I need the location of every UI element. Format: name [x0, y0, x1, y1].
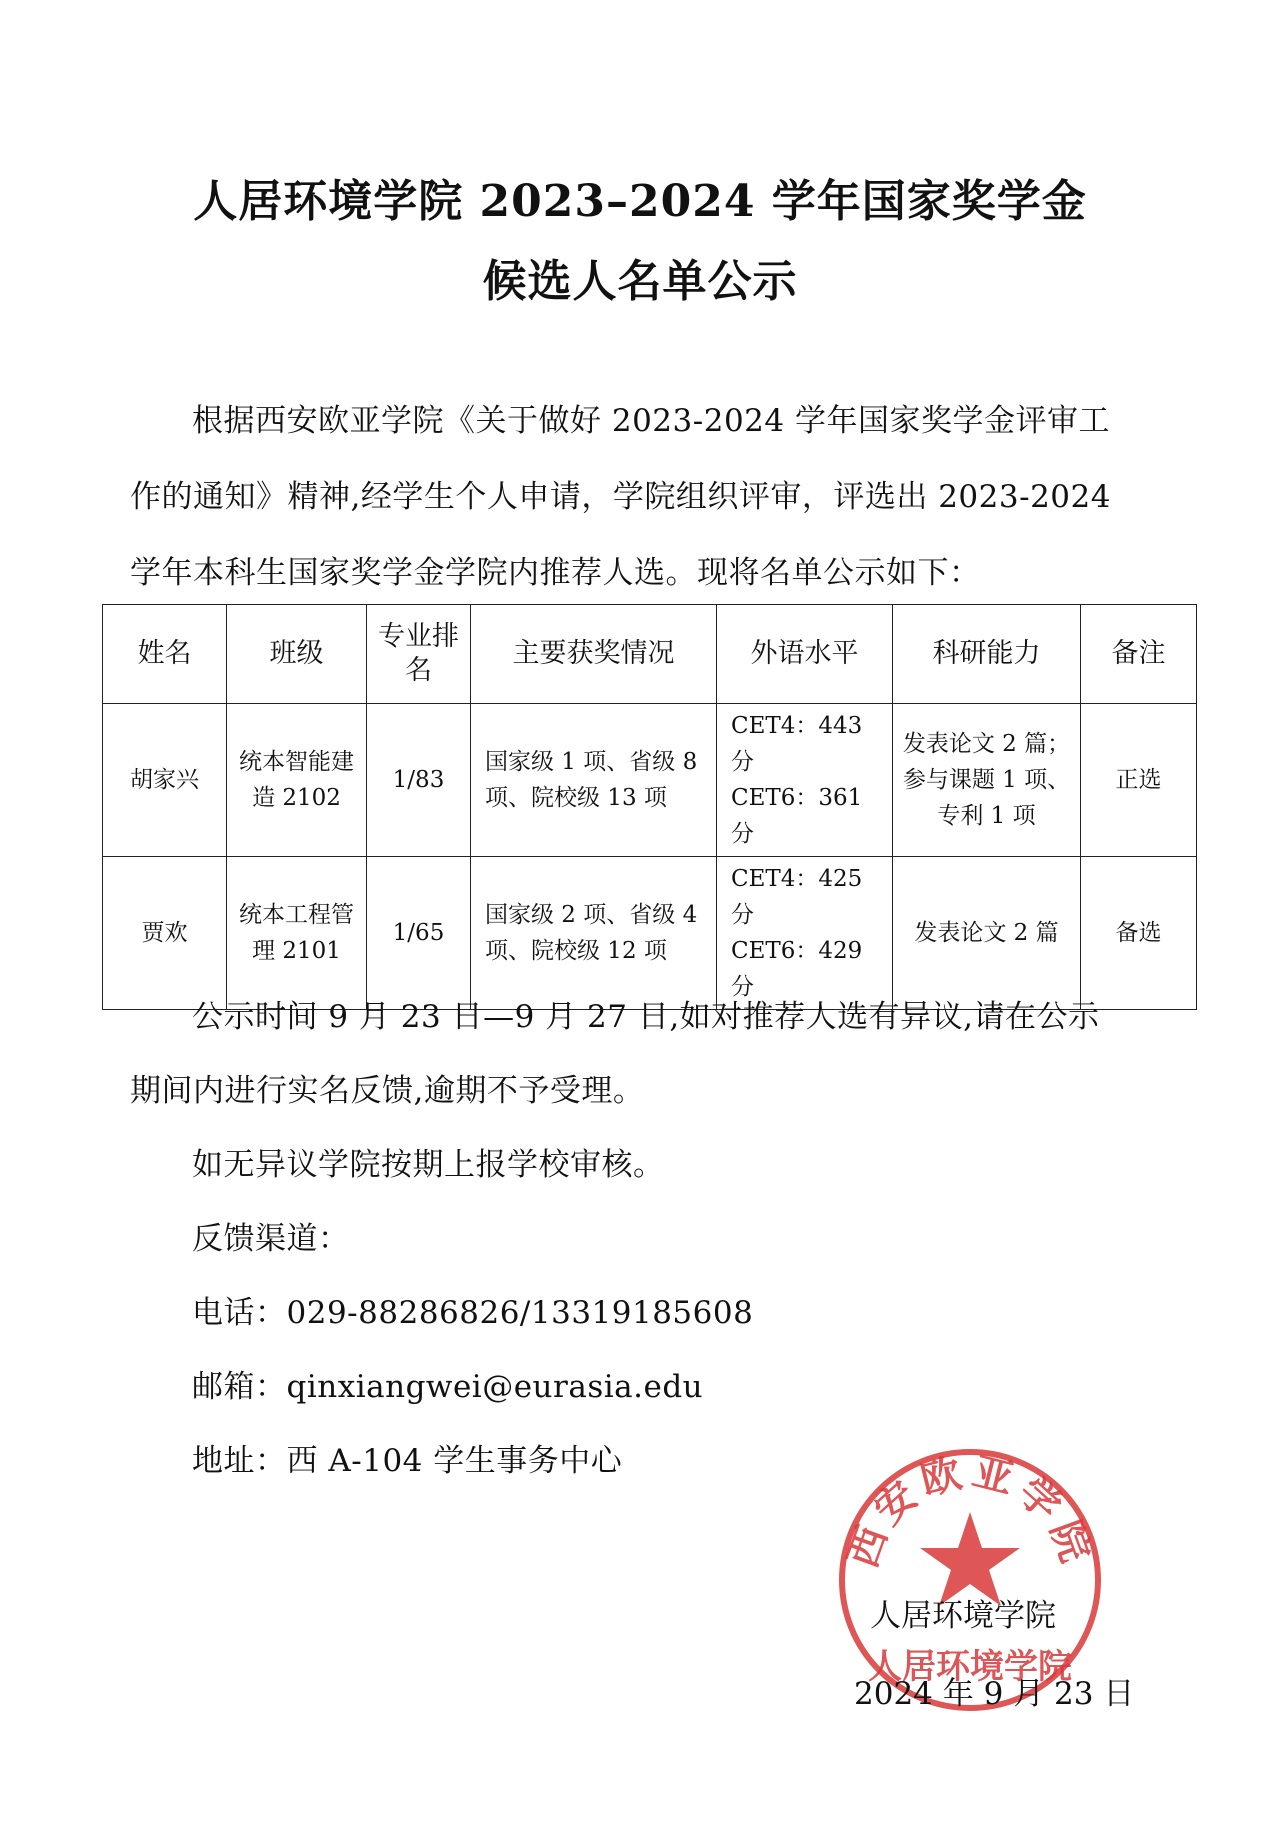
- intro-line-1: 根据西安欧亚学院《关于做好 2023-2024 学年国家奖学金评审工: [192, 403, 1110, 439]
- cell-awards: 国家级 2 项、省级 4 项、院校级 12 项: [471, 857, 717, 1010]
- table-header-row: [103, 605, 1197, 704]
- intro-line-3: 学年本科生国家奖学金学院内推荐人选。现将名单公示如下：: [130, 555, 981, 591]
- feedback-heading: 反馈渠道：: [192, 1221, 350, 1257]
- cell-awards: 国家级 1 项、省级 8 项、院校级 13 项: [471, 704, 717, 857]
- cell-rank: 1/83: [367, 704, 471, 857]
- signing-organization: 人居环境学院: [870, 1598, 1056, 1634]
- document-title-line1: 人居环境学院 2023–2024 学年国家奖学金: [193, 176, 1087, 227]
- cell-rank: 1/65: [367, 857, 471, 1010]
- candidate-table: [102, 604, 1197, 1010]
- cet4-score: CET4：425 分: [731, 866, 863, 928]
- cell-class: 统本智能建造 2102: [227, 704, 367, 857]
- cell-research: 发表论文 2 篇: [893, 857, 1081, 1010]
- header-awards: 主要获奖情况: [471, 605, 717, 704]
- cet6-score: CET6：429 分: [731, 938, 863, 1000]
- header-class: 班级: [227, 605, 367, 704]
- notice-line-2: 期间内进行实名反馈,逾期不予受理。: [130, 1073, 645, 1109]
- cell-name: 胡家兴: [103, 704, 227, 857]
- cet4-score: CET4：443 分: [731, 713, 863, 775]
- cet6-score: CET6：361 分: [731, 785, 863, 847]
- document-title-line2: 候选人名单公示: [482, 256, 798, 307]
- contact-phone: 电话：029-88286826/13319185608: [192, 1295, 754, 1331]
- intro-line-2: 作的通知》精神,经学生个人申请，学院组织评审，评选出 2023-2024: [130, 479, 1111, 515]
- cell-name: 贾欢: [103, 857, 227, 1010]
- signing-date: 2024 年 9 月 23 日: [854, 1676, 1135, 1712]
- seal-arc-text: 西安欧亚学院: [838, 1448, 1102, 1574]
- notice-section: [130, 980, 1160, 1498]
- seal-inner-text: 人居环境学院: [868, 1647, 1072, 1687]
- header-rank: 专业排名: [367, 605, 471, 704]
- cell-remark: 备选: [1081, 857, 1197, 1010]
- table-row: [103, 704, 1197, 857]
- header-remark: 备注: [1081, 605, 1197, 704]
- notice-line-3: 如无异议学院按期上报学校审核。: [192, 1147, 665, 1183]
- cell-research: 发表论文 2 篇；参与课题 1 项、专利 1 项: [893, 704, 1081, 857]
- header-name: 姓名: [103, 605, 227, 704]
- notice-line-1: 公示时间 9 月 23 日—9 月 27 日,如对推荐人选有异议,请在公示: [192, 999, 1100, 1035]
- header-research: 科研能力: [893, 605, 1081, 704]
- intro-paragraph: [130, 383, 1160, 611]
- contact-address: 地址：西 A-104 学生事务中心: [192, 1443, 623, 1479]
- cell-language: [717, 704, 893, 857]
- cell-remark: 正选: [1081, 704, 1197, 857]
- cell-class: 统本工程管理 2101: [227, 857, 367, 1010]
- contact-email: 邮箱：qinxiangwei@eurasia.edu: [192, 1369, 704, 1405]
- header-language: 外语水平: [717, 605, 893, 704]
